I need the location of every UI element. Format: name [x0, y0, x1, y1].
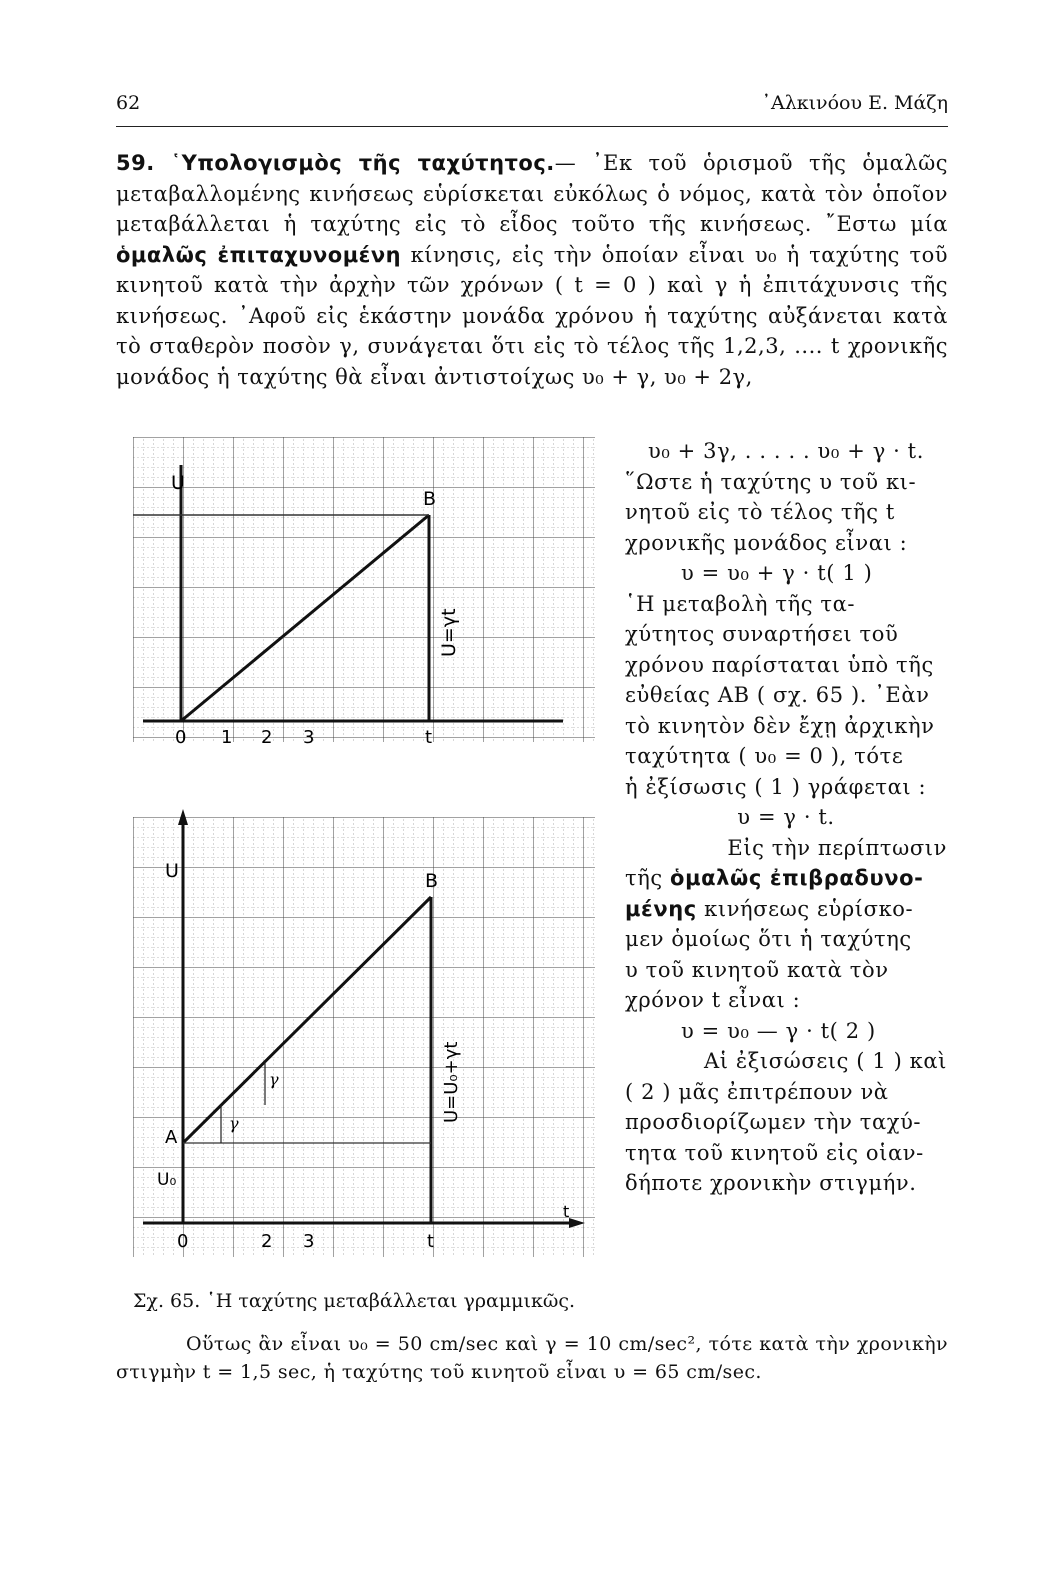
graph-paper-figure — [133, 437, 595, 1297]
emphasis-decelerated-end: μένης — [625, 896, 697, 921]
label-u-gamma-t: U=γt — [438, 608, 460, 657]
tick-t-2: t — [427, 1231, 435, 1252]
page-header — [116, 92, 948, 122]
line-23: δήποτε χρονικὴν στιγμήν. — [625, 1171, 917, 1195]
label-u0: U₀ — [157, 1170, 177, 1190]
line-17: υ τοῦ κινητοῦ κατὰ τὸν — [625, 957, 889, 982]
tick-1: 1 — [221, 727, 233, 748]
equation-2-body: υ = υ₀ — γ · t — [681, 1018, 830, 1043]
velocity-graph-initial-speed — [133, 809, 595, 1257]
line-13: Εἰς τὴν περίπτωσιν — [727, 835, 947, 860]
section-title: ῾Υπολογισμὸς τῆς ταχύτητος. — [170, 151, 555, 175]
line-19: Αἱ ἐξισώσεις ( 1 ) καὶ — [703, 1049, 947, 1073]
running-title: ᾽Αλκινόου Ε. Μάζη — [761, 92, 948, 114]
section-paragraph — [116, 148, 948, 392]
equation-1-number: ( 1 ) — [826, 561, 873, 585]
axis-t-label: t — [563, 1202, 570, 1221]
label-u-2: U — [165, 860, 179, 882]
label-gamma-2: γ — [269, 1070, 279, 1089]
tick-3-2: 3 — [303, 1231, 315, 1252]
line-7: χρόνου παρίσταται ὑπὸ τῆς — [625, 652, 934, 677]
line-12: υ = γ · t. — [737, 805, 835, 829]
label-gamma-1: γ — [229, 1114, 239, 1133]
line-4: χρονικῆς μονάδος εἶναι : — [625, 530, 908, 555]
tick-2: 2 — [261, 727, 273, 748]
line-11: ἡ ἐξίσωσις ( 1 ) γράφεται : — [625, 774, 927, 799]
tick-0-2: 0 — [177, 1231, 189, 1252]
line-9: τὸ κινητὸν δὲν ἔχῃ ἀρχικὴν — [625, 713, 935, 738]
line-10: ταχύτητα ( υ₀ = 0 ), τότε — [625, 744, 904, 768]
line-3: νητοῦ εἰς τὸ τέλος τῆς t — [625, 500, 895, 524]
line-14 — [625, 863, 947, 894]
label-u: U — [171, 472, 185, 494]
label-b: B — [423, 488, 437, 510]
equation-2-number: ( 2 ) — [829, 1018, 876, 1043]
tick-2-2: 2 — [261, 1231, 273, 1252]
line-15-b: κινήσεως εὑρίσκο- — [696, 896, 914, 921]
label-u-u0-gamma-t: U=U₀+γt — [441, 1041, 462, 1123]
emphasis-decelerated: ὁμαλῶς ἐπιβραδυνο- — [670, 866, 924, 890]
figure-caption: Σχ. 65. ῾Η ταχύτης μεταβάλλεται γραμμικῶς. — [133, 1290, 576, 1312]
line-15 — [625, 894, 947, 925]
line-5: ῾Η μεταβολὴ τῆς τα- — [625, 591, 856, 616]
header-rule — [116, 126, 948, 127]
equation-1 — [625, 558, 947, 589]
section-number: 59. — [116, 151, 155, 175]
velocity-graph-accelerated — [133, 437, 595, 748]
tick-3: 3 — [303, 727, 315, 748]
tick-t: t — [425, 727, 433, 748]
line-20: ( 2 ) μᾶς ἐπιτρέπουν νὰ — [625, 1079, 889, 1104]
line-6: χύτητος συναρτήσει τοῦ — [625, 622, 899, 646]
right-column-text — [625, 436, 947, 1199]
label-b-2: B — [425, 870, 439, 892]
equation-2 — [625, 1016, 947, 1047]
section-text-1: — ᾽Εκ τοῦ ὁρισμοῦ τῆς ὁμαλῶς μεταβαλλομένης κινήσεως εὑρίσκεται εὐκόλως ὁ νόμος, κατὰ τὸν ὁποῖον μεταβάλλεται ἡ ταχύτης εἰς τὸ εἶδος τοῦτο τῆς κινήσεως. ῎Εστω μία — [116, 151, 948, 236]
line-22: τητα τοῦ κινητοῦ εἰς οἱαν- — [625, 1140, 924, 1165]
section-text-2: κίνησις, εἰς τὴν ὁποίαν εἶναι υ₀ ἡ ταχύτης τοῦ κινητοῦ κατὰ τὴν ἀρχὴν τῶν χρόνων ( t = 0 ) καὶ γ ἡ ἐπιτάχυνσις τῆς κινήσεως. ᾽Αφοῦ εἰς ἑκάστην μονάδα χρόνου ἡ ταχύτης αὐξάνεται κατὰ τὸ σταθερὸν ποσὸν γ, συνάγεται ὅτι εἰς τὸ τέλος τῆς 1,2,3, .... t χρονικῆς μονάδος ἡ ταχύτης θὰ εἶναι ἀντιστοίχως υ₀ + γ, υ₀ + 2γ, — [116, 242, 948, 389]
line-2: ῞Ωστε ἡ ταχύτης υ τοῦ κι- — [625, 469, 917, 494]
line-21: προσδιορίζωμεν τὴν ταχύ- — [625, 1110, 922, 1134]
equation-1-body: υ = υ₀ + γ · t — [681, 561, 827, 585]
example-paragraph: Οὕτως ἂν εἶναι υ₀ = 50 cm/sec καὶ γ = 10 cm/sec², τότε κατὰ τὴν χρονικὴν στιγμὴν t = 1,5 sec, ἡ ταχύτης τοῦ κινητοῦ εἶναι υ = 65 cm/sec. — [116, 1333, 948, 1383]
line-18: χρόνον t εἶναι : — [625, 988, 801, 1012]
emphasis-accelerated: ὁμαλῶς ἐπιταχυνομένη — [116, 242, 402, 267]
tick-0: 0 — [175, 727, 187, 748]
line-1: υ₀ + 3γ, . . . . . υ₀ + γ · t. — [648, 439, 924, 463]
page-number: 62 — [116, 92, 141, 114]
line-8: εὐθείας ΑΒ ( σχ. 65 ). ᾽Εὰν — [625, 683, 930, 707]
line-16: μεν ὁμοίως ὅτι ἡ ταχύτης — [625, 927, 912, 951]
figure-65 — [133, 437, 595, 1579]
line-14-a: τῆς — [625, 866, 671, 890]
label-a: A — [165, 1127, 178, 1148]
